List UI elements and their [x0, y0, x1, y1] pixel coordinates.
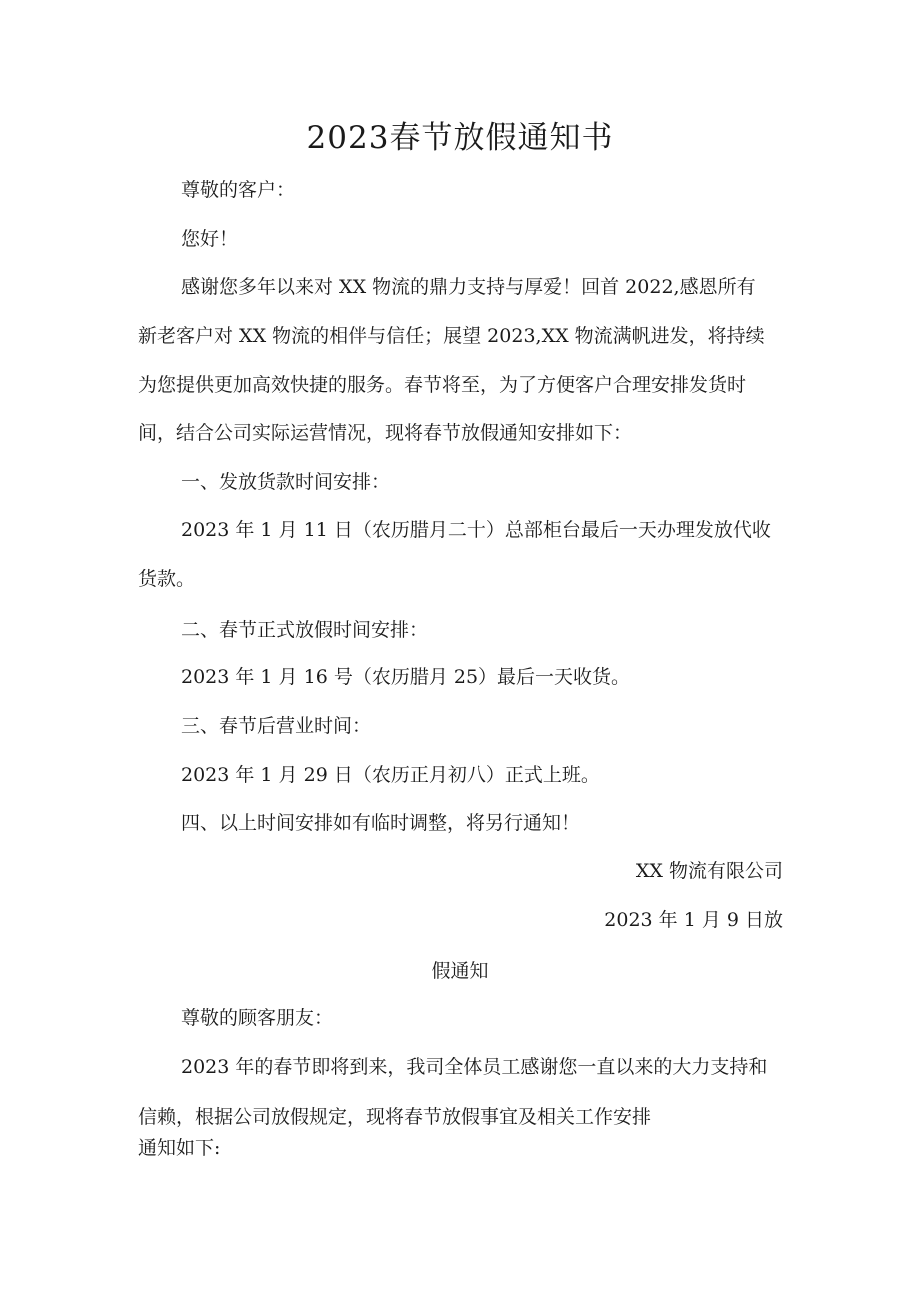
intro-line: 新老客户对 XX 物流的相伴与信任；展望 2023,XX 物流满帆进发，将持续	[138, 325, 765, 347]
second-greeting: 尊敬的顾客朋友：	[181, 1007, 334, 1029]
hello-line: 您好！	[181, 228, 239, 250]
section2-line: 2023 年 1 月 16 号（农历腊月 25）最后一天收货。	[181, 666, 631, 688]
section1-line: 货款。	[138, 568, 196, 590]
second-title: 假通知	[431, 960, 489, 982]
company-signature: XX 物流有限公司	[635, 860, 783, 882]
second-body-line: 信赖，根据公司放假规定，现将春节放假事宜及相关工作安排	[138, 1106, 652, 1128]
second-body-line: 通知如下:	[138, 1137, 221, 1159]
signature-date: 2023 年 1 月 9 日放	[604, 909, 783, 931]
section3-line: 2023 年 1 月 29 日（农历正月初八）正式上班。	[181, 764, 600, 786]
section1-line: 2023 年 1 月 11 日（农历腊月二十）总部柜台最后一天办理发放代收	[181, 519, 771, 541]
section2-heading: 二、春节正式放假时间安排：	[181, 619, 429, 641]
intro-line: 感谢您多年以来对 XX 物流的鼎力支持与厚爱！回首 2022,感恩所有	[181, 276, 756, 298]
intro-line: 为您提供更加高效快捷的服务。春节将至，为了方便客户合理安排发货时	[138, 374, 747, 396]
greeting: 尊敬的客户：	[181, 179, 296, 201]
document-title: 2023春节放假通知书	[306, 120, 614, 156]
second-body-line: 2023 年的春节即将到来，我司全体员工感谢您一直以来的大力支持和	[181, 1056, 768, 1078]
intro-line: 间，结合公司实际运营情况，现将春节放假通知安排如下：	[138, 422, 633, 444]
section3-heading: 三、春节后营业时间：	[181, 715, 372, 737]
section4-line: 四、以上时间安排如有临时调整，将另行通知！	[181, 812, 581, 834]
section1-heading: 一、发放货款时间安排：	[181, 471, 391, 493]
